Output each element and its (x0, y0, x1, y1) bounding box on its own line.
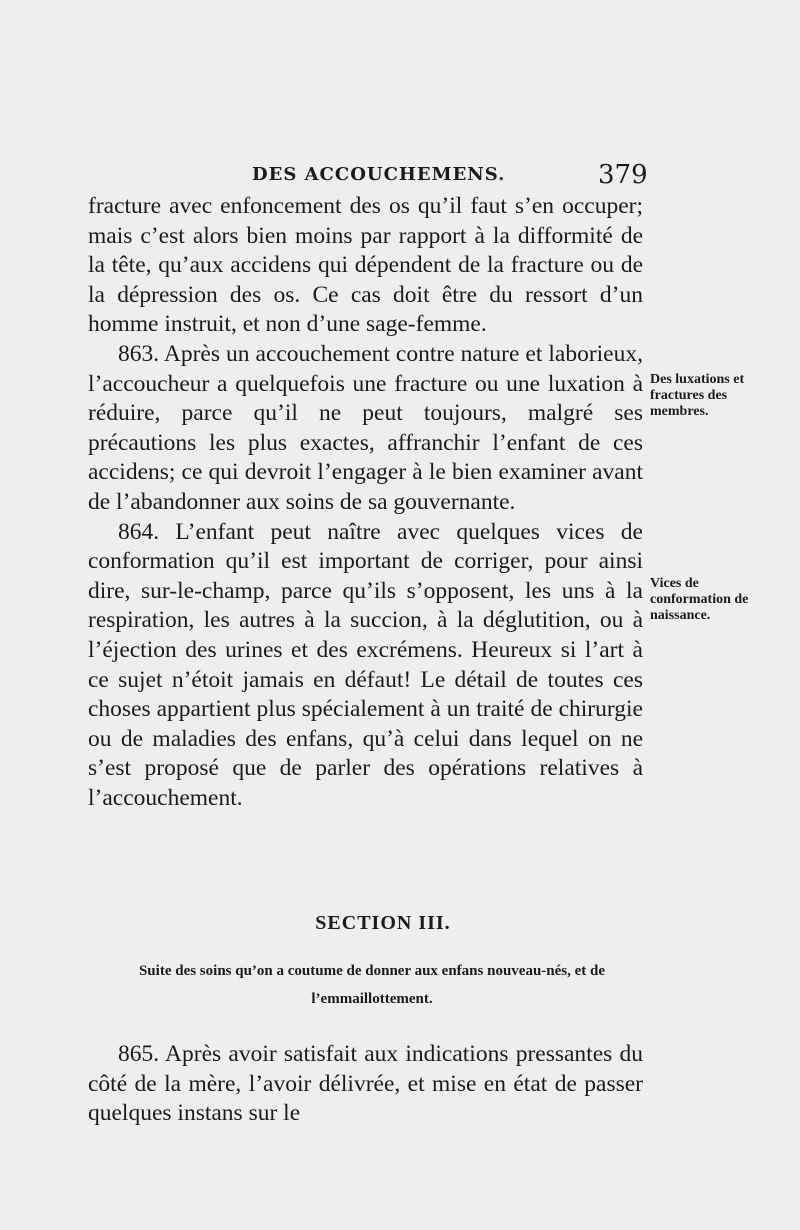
continuation-paragraph: fracture avec enfoncement des os qu’il faut s’en occuper; mais c’est alors bien moins par rapport à la difformité de la tête, qu’aux accidens qui dépendent de la fracture ou de la dépression des os. Ce cas doit être du ressort d’un homme instruit, et non d’une sage-femme. (88, 193, 643, 338)
section-subtitle: Suite des soins qu’on a coutume de donner aux enfans nouveau-nés, et de l’emmaillottement. (138, 963, 606, 1007)
section-text (88, 1040, 643, 1129)
paragraph-864: 864. L’enfant peut naître avec quelques vices de conformation qu’il est important de corriger, pour ainsi dire, sur-le-champ, parce qu’ils s’opposent, les uns à la respiration, les autres à la succion, à la déglutition, ou à l’éjection des urines et des excrémens. Heureux si l’art à ce sujet n’étoit jamais en défaut! Le détail de toutes ces choses appartient plus spécialement à un traité de chirurgie ou de maladies des enfans, qu’à celui dans lequel on ne s’est proposé que de parler des opérations relatives à l’accouchement. (88, 518, 643, 811)
paragraph-865: 865. Après avoir satisfait aux indications pressantes du côté de la mère, l’avoir délivrée, et mise en état de passer quelques instans sur le (88, 1041, 643, 1127)
margin-note-863: Des luxations et fractures des membres. (650, 372, 745, 419)
paragraph-863: 863. Après un accouchement contre nature et laborieux, l’accoucheur a quelquefois une fracture ou une luxation à réduire, parce qu’il ne peut toujours, malgré ses précautions les plus exactes, affranchir l’enfant de ces accidens; ce qui devroit l’engager à le bien examiner avant de l’abandonner aux soins de sa gouvernante. (88, 340, 643, 515)
main-text (88, 192, 643, 813)
page-header (252, 160, 652, 194)
page-number: 379 (598, 160, 648, 190)
running-title: DES ACCOUCHEMENS. (252, 164, 506, 185)
section-heading (0, 912, 800, 1013)
section-title: SECTION III. (315, 912, 451, 934)
margin-note-864: Vices de conformation de naissance. (650, 576, 749, 623)
